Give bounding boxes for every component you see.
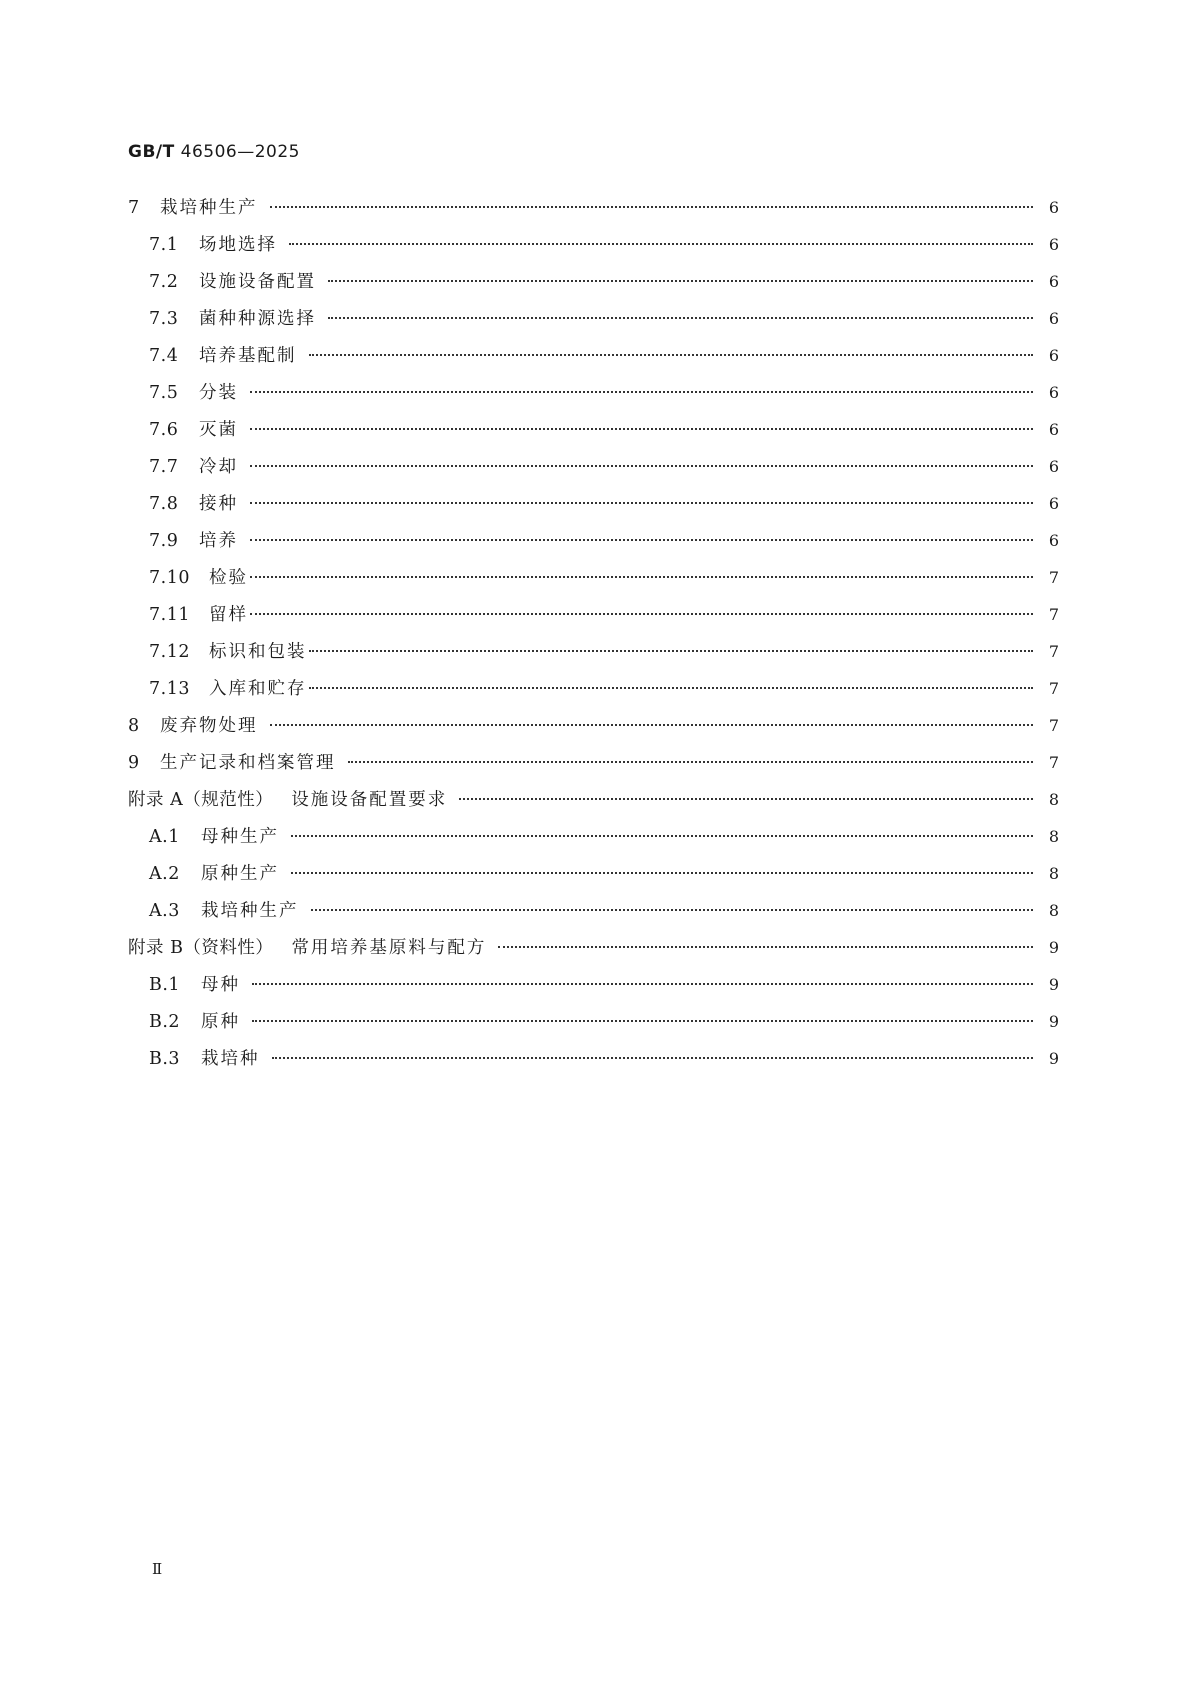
toc-entry[interactable]	[128, 786, 1059, 823]
toc-entry[interactable]	[128, 416, 1059, 453]
toc-entry-number: A.1	[149, 827, 180, 847]
toc-entry-number: 7.2	[149, 272, 179, 292]
toc-entry[interactable]	[128, 823, 1059, 860]
toc-entry[interactable]	[128, 712, 1059, 749]
toc-entry-page: 7	[1048, 568, 1059, 587]
toc-entry-title: 栽培种生产	[160, 198, 258, 218]
toc-entry[interactable]	[128, 601, 1059, 638]
toc-entry-title: 常用培养基原料与配方	[291, 938, 487, 958]
toc-entry-number: 7.4	[149, 346, 179, 366]
toc-leader-dots	[250, 613, 1033, 615]
toc-entry-page: 6	[1048, 198, 1059, 217]
toc-leader-dots	[272, 1057, 1034, 1059]
toc-entry[interactable]	[128, 194, 1059, 231]
toc-leader-dots	[459, 798, 1033, 800]
toc-entry-page: 6	[1048, 272, 1059, 291]
toc-entry-number: A.2	[149, 864, 180, 884]
toc-entry-page: 7	[1048, 716, 1059, 735]
toc-leader-dots	[291, 872, 1033, 874]
toc-entry-page: 6	[1048, 494, 1059, 513]
toc-entry-page: 8	[1048, 864, 1059, 883]
toc-entry-page: 6	[1048, 383, 1059, 402]
toc-entry-number: 8	[128, 716, 140, 736]
toc-entry-page: 9	[1048, 1049, 1059, 1068]
toc-leader-dots	[291, 835, 1033, 837]
table-of-contents	[128, 194, 1059, 1082]
toc-entry-title: 设施设备配置	[199, 272, 316, 292]
toc-leader-dots	[250, 539, 1033, 541]
toc-entry-title: 冷却	[199, 457, 238, 477]
toc-entry[interactable]	[128, 342, 1059, 379]
toc-entry-title: 标识和包装	[209, 642, 307, 662]
toc-entry-title: 栽培种	[201, 1049, 260, 1069]
toc-entry-page: 6	[1048, 235, 1059, 254]
toc-entry-title: 生产记录和档案管理	[160, 753, 336, 773]
toc-entry[interactable]	[128, 490, 1059, 527]
toc-entry[interactable]	[128, 564, 1059, 601]
toc-entry-title: 设施设备配置要求	[291, 790, 448, 810]
standard-code-header	[128, 142, 300, 162]
toc-entry-title: 废弃物处理	[160, 716, 258, 736]
toc-entry-page: 7	[1048, 605, 1059, 624]
toc-entry[interactable]	[128, 934, 1059, 971]
toc-entry[interactable]	[128, 971, 1059, 1008]
toc-entry-number: 附录 A（规范性）	[128, 790, 274, 810]
toc-entry-number: 7.13	[149, 679, 190, 699]
toc-entry-title: 母种	[201, 975, 240, 995]
toc-leader-dots	[328, 317, 1033, 319]
toc-leader-dots	[309, 354, 1034, 356]
toc-entry-number: B.3	[149, 1049, 181, 1069]
toc-entry-number: A.3	[149, 901, 180, 921]
toc-entry-number: B.2	[149, 1012, 181, 1032]
toc-entry[interactable]	[128, 379, 1059, 416]
toc-entry-page: 9	[1048, 938, 1059, 957]
toc-entry-title: 入库和贮存	[209, 679, 307, 699]
toc-entry-title: 培养基配制	[199, 346, 297, 366]
toc-leader-dots	[250, 428, 1033, 430]
toc-leader-dots	[252, 1020, 1033, 1022]
toc-entry-number: 7.8	[149, 494, 179, 514]
toc-entry-page: 6	[1048, 346, 1059, 365]
standard-number: 46506—2025	[180, 142, 300, 162]
toc-entry-title: 母种生产	[201, 827, 279, 847]
toc-entry-page: 9	[1048, 975, 1059, 994]
toc-entry-title: 接种	[199, 494, 238, 514]
toc-entry-number: 7.12	[149, 642, 190, 662]
toc-entry-title: 培养	[199, 531, 238, 551]
toc-entry[interactable]	[128, 860, 1059, 897]
toc-entry[interactable]	[128, 1045, 1059, 1082]
toc-entry-page: 8	[1048, 827, 1059, 846]
toc-entry[interactable]	[128, 1008, 1059, 1045]
toc-leader-dots	[270, 724, 1034, 726]
toc-entry-number: 7.9	[149, 531, 179, 551]
toc-leader-dots	[270, 206, 1034, 208]
toc-entry-number: 7.3	[149, 309, 179, 329]
toc-entry-title: 菌种种源选择	[199, 309, 316, 329]
toc-entry-number: 7.11	[149, 605, 190, 625]
toc-leader-dots	[498, 946, 1033, 948]
toc-entry-number: 附录 B（资料性）	[128, 938, 274, 958]
toc-entry-number: 7.5	[149, 383, 179, 403]
toc-entry-title: 原种生产	[201, 864, 279, 884]
toc-leader-dots	[311, 909, 1034, 911]
toc-entry-number: 7	[128, 198, 140, 218]
toc-entry-number: 9	[128, 753, 140, 773]
toc-entry-page: 7	[1048, 753, 1059, 772]
toc-entry[interactable]	[128, 231, 1059, 268]
toc-entry[interactable]	[128, 268, 1059, 305]
toc-entry-page: 7	[1048, 642, 1059, 661]
toc-leader-dots	[250, 391, 1033, 393]
toc-leader-dots	[328, 280, 1033, 282]
toc-leader-dots	[289, 243, 1033, 245]
toc-entry-title: 原种	[201, 1012, 240, 1032]
toc-entry-page: 8	[1048, 901, 1059, 920]
toc-entry[interactable]	[128, 453, 1059, 490]
toc-entry-number: 7.1	[149, 235, 179, 255]
toc-entry[interactable]	[128, 638, 1059, 675]
toc-entry-page: 7	[1048, 679, 1059, 698]
toc-entry-page: 6	[1048, 531, 1059, 550]
toc-entry-title: 检验	[209, 568, 248, 588]
toc-entry-number: 7.6	[149, 420, 179, 440]
toc-entry-title: 场地选择	[199, 235, 277, 255]
toc-entry[interactable]	[128, 749, 1059, 786]
toc-entry-number: 7.10	[149, 568, 190, 588]
toc-leader-dots	[252, 983, 1033, 985]
toc-entry-title: 留样	[209, 605, 248, 625]
toc-entry-page: 6	[1048, 457, 1059, 476]
toc-entry[interactable]	[128, 305, 1059, 342]
toc-leader-dots	[348, 761, 1034, 763]
toc-leader-dots	[250, 502, 1033, 504]
toc-entry-title: 栽培种生产	[201, 901, 299, 921]
toc-entry-title: 灭菌	[199, 420, 238, 440]
standard-prefix: GB/T	[128, 142, 175, 162]
toc-leader-dots	[250, 465, 1033, 467]
toc-entry[interactable]	[128, 527, 1059, 564]
toc-entry-page: 8	[1048, 790, 1059, 809]
toc-entry[interactable]	[128, 897, 1059, 934]
toc-entry[interactable]	[128, 675, 1059, 712]
toc-entry-page: 9	[1048, 1012, 1059, 1031]
toc-entry-number: B.1	[149, 975, 181, 995]
toc-leader-dots	[250, 576, 1033, 578]
toc-entry-number: 7.7	[149, 457, 179, 477]
page-number: Ⅱ	[152, 1560, 163, 1578]
toc-leader-dots	[309, 650, 1034, 652]
toc-leader-dots	[309, 687, 1034, 689]
toc-entry-page: 6	[1048, 420, 1059, 439]
toc-entry-title: 分装	[199, 383, 238, 403]
toc-entry-page: 6	[1048, 309, 1059, 328]
